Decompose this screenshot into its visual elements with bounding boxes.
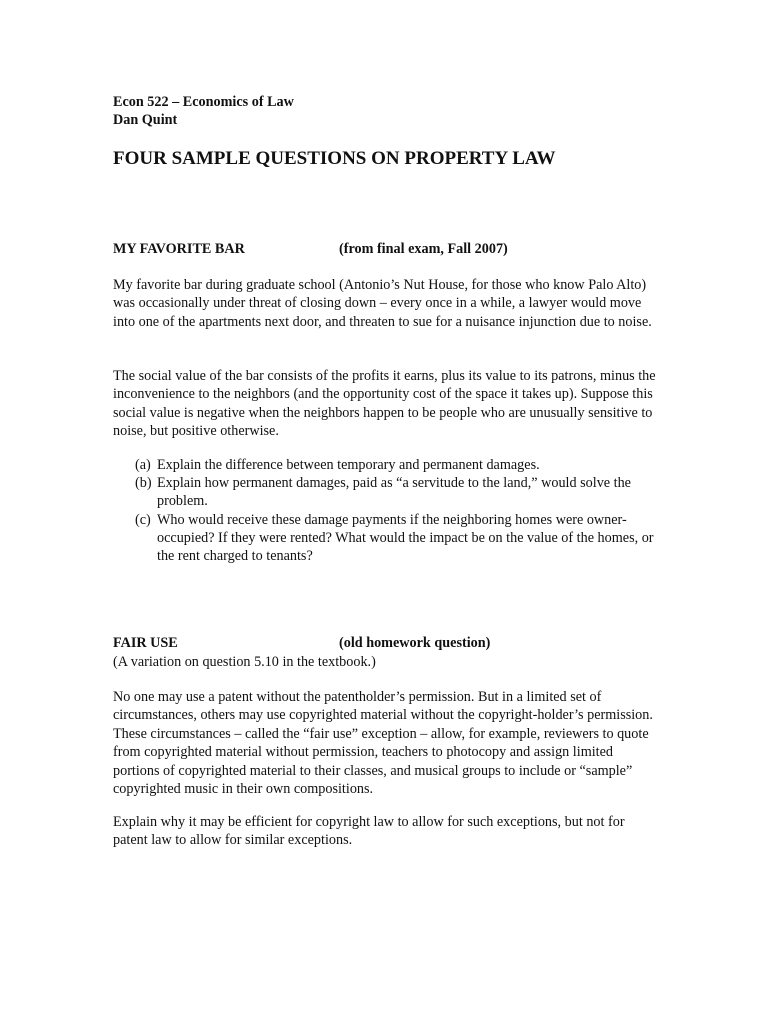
question-title: FAIR USE xyxy=(113,635,178,651)
question-paragraph: The social value of the bar consists of the profits it earns, plus its value to its patrons, minus the inconvenience to the neighbors (and the opportunity cost of the space it takes up). Suppose this social value is negative when the neighbors happen to be people who are unusually sensitive to noise, but positive otherwise. xyxy=(113,368,656,440)
list-item xyxy=(135,511,660,566)
question-parts-list xyxy=(135,456,660,565)
question-heading-fair-use xyxy=(113,634,673,652)
list-item-text: Explain how permanent damages, paid as “a servitude to the land,” would solve the problem. xyxy=(157,475,631,510)
question-source: (old homework question) xyxy=(339,635,491,651)
list-marker: (a) xyxy=(135,457,151,473)
question-paragraph: Explain why it may be efficient for copyright law to allow for such exceptions, but not for patent law to allow for similar exceptions. xyxy=(113,814,625,849)
instructor-line: Dan Quint xyxy=(113,112,178,128)
list-item-text: Explain the difference between temporary and permanent damages. xyxy=(157,457,540,473)
list-marker: (b) xyxy=(135,475,152,492)
list-item xyxy=(135,474,660,510)
question-title: MY FAVORITE BAR xyxy=(113,241,245,257)
question-heading-favorite-bar xyxy=(113,240,673,258)
list-item-text: Who would receive these damage payments if the neighboring homes were owner-occupied? If they were rented? What would the impact be on the value of the homes, or the rent charged to tenants? xyxy=(157,511,654,565)
list-item xyxy=(135,456,660,474)
question-note: (A variation on question 5.10 in the textbook.) xyxy=(113,654,376,670)
course-line: Econ 522 – Economics of Law xyxy=(113,94,294,110)
question-paragraph: No one may use a patent without the patentholder’s permission. But in a limited set of circumstances, others may use copyrighted material without the copyright-holder’s permission. These circumstances – called the “fair use” exception – allow, for example, reviewers to quote from copyrighted material without permission, teachers to photocopy and assign limited portions of copyrighted material to their classes, and musical groups to include or “sample” copyrighted music in their own compositions. xyxy=(113,689,653,798)
question-paragraph: My favorite bar during graduate school (Antonio’s Nut House, for those who know Palo Alto) was occasionally under threat of closing down – every once in a while, a lawyer would move into one of the apartments next door, and threaten to sue for a nuisance injunction due to noise. xyxy=(113,277,652,330)
list-marker: (c) xyxy=(135,511,151,528)
question-source: (from final exam, Fall 2007) xyxy=(339,241,508,257)
document-title: FOUR SAMPLE QUESTIONS ON PROPERTY LAW xyxy=(113,148,556,169)
